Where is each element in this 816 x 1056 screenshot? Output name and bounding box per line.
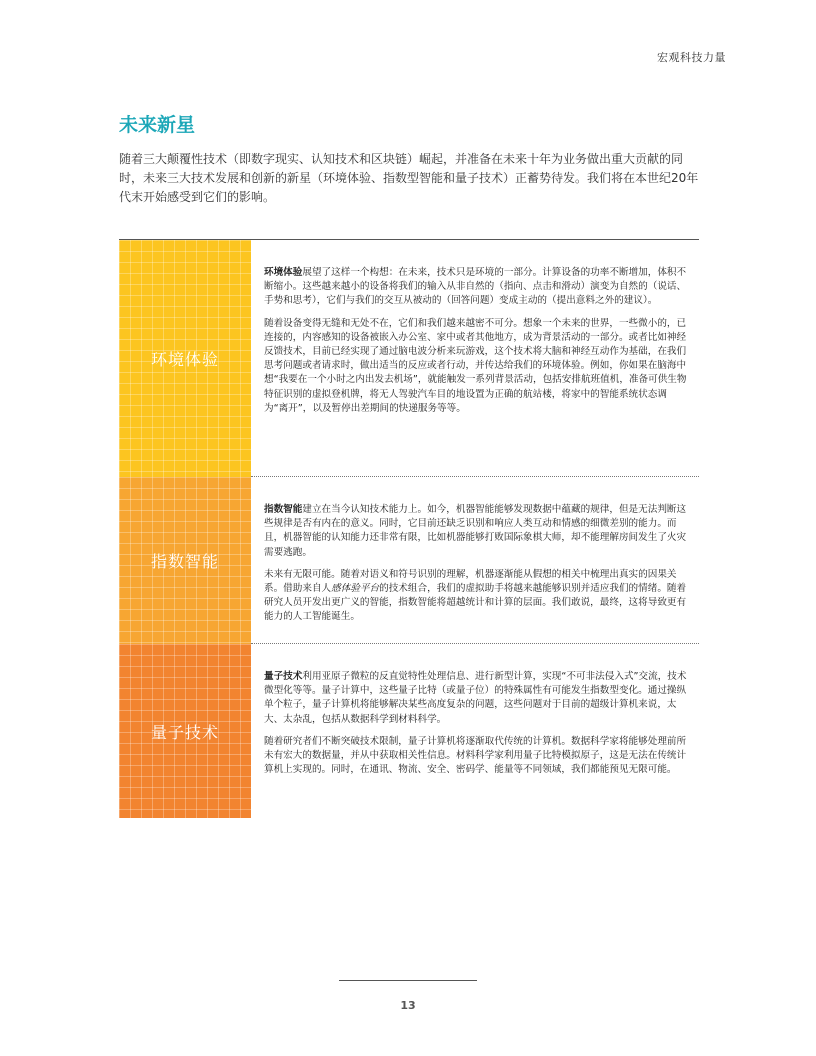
row-paragraph <box>264 503 691 560</box>
row-label-cell <box>119 477 251 644</box>
running-header: 宏观科技力量 <box>657 51 726 64</box>
paragraph-text: 随着设备变得无缝和无处不在，它们和我们越来越密不可分。想象一个未来的世界，一些微小的，已连接的，内容感知的设备被嵌入办公室、家中或者其他地方，成为背景活动的一部分。或者比如神经反馈技术，目前已经实现了通过脑电波分析来玩游戏，这个技术将大脑和神经互动作为基础，在我们思考问题或者请求时，做出适当的反应或者行动，并传达给我们的环境体验。例如，你如果在脑海中想“我要在一个小时之内出发去机场”，就能触发一系列背景活动，包括安排航班值机，准备可供生物特征识别的虚拟登机牌，将无人驾驶汽车目的地设置为正确的航站楼，将家中的智能系统状态调为“离开”，以及暂停出差期间的快递服务等等。 <box>264 317 687 414</box>
page-number: 13 <box>400 999 416 1012</box>
row-paragraph <box>264 735 691 778</box>
table-row-ambient-experience <box>119 240 699 477</box>
paragraph-text: 的技术组合，我们的虚拟助手将越来越能够识别并适应我们的情绪。随着研究人员开发出更广义的智能，指数智能将超越统计和计算的层面。我们敢说，最终，这将导致更有能力的人工智能诞生。 <box>264 583 687 623</box>
italic-term: 感体验平台 <box>331 583 380 595</box>
paragraph-text: 展望了这样一个构想：在未来，技术只是环境的一部分。计算设备的功率不断增加，体积不断缩小。这些越来越小的设备将我们的输入从非自然的（指向、点击和滑动）演变为自然的（说话、手势和思考），它们与我们的交互从被动的（回答问题）变成主动的（提出意料之外的建议）。 <box>264 267 687 307</box>
row-label-cell <box>119 240 251 477</box>
row-paragraph <box>264 266 691 309</box>
section-title: 未来新星 <box>119 114 196 136</box>
row-label: 环境体验 <box>150 350 219 369</box>
row-content <box>251 644 699 818</box>
footer-divider <box>339 980 477 981</box>
term-bold: 量子技术 <box>264 671 303 682</box>
row-paragraph <box>264 568 691 625</box>
term-bold: 指数智能 <box>264 504 303 515</box>
row-label: 量子技术 <box>150 722 219 742</box>
tech-table <box>119 239 699 818</box>
row-paragraph <box>264 317 691 416</box>
paragraph-text: 利用亚原子微粒的反直觉特性处理信息、进行新型计算，实现“不可非法侵入式”交流，技术微型化等等。量子计算中，这些量子比特（或量子位）的特殊属性有可能发生指数型变化。通过操纵单个粒子，量子计算机将能够解决某些高度复杂的问题，这些问题对于目前的超级计算机来说，太大、太杂乱，包括从数据科学到材料科学。 <box>264 671 687 725</box>
row-content <box>251 477 699 644</box>
row-label-cell <box>119 644 251 818</box>
paragraph-text: 建立在当今认知技术能力上。如今，机器智能能够发现数据中蕴藏的规律，但是无法判断这些规律是否有内在的意义。同时，它目前还缺乏识别和响应人类互动和情感的细微差别的能力。而且，机器智能的认知能力还非常有限，比如机器能够打败国际象棋大师，却不能理解房间发生了火灾需要逃跑。 <box>264 504 687 558</box>
table-row-exponential-intelligence <box>119 477 699 644</box>
intro-paragraph: 随着三大颠覆性技术（即数字现实、认知技术和区块链）崛起，并准备在未来十年为业务做出重大贡献的同时，未来三大技术发展和创新的新星（环境体验、指数型智能和量子技术）正蓄势待发。我们将在本世纪20年代末开始感受到它们的影响。 <box>119 152 699 204</box>
table-row-quantum-technology <box>119 644 699 818</box>
paragraph-text: 随着研究者们不断突破技术限制，量子计算机将逐渐取代传统的计算机。数据科学家将能够处理前所未有宏大的数据量，并从中获取相关性信息。材料科学家利用量子比特模拟原子，这是无法在传统计算机上实现的。同时，在通讯、物流、安全、密码学、能量等不同领域，我们都能预见无限可能。 <box>264 735 687 776</box>
row-content <box>251 240 699 477</box>
row-label: 指数智能 <box>150 552 219 571</box>
paragraph-text: 未来有无限可能。随着对语义和符号识别的理解，机器逐渐能从假想的相关中梳理出真实的因果关系。借助来自人 <box>264 568 677 595</box>
row-paragraph <box>264 670 691 727</box>
term-bold: 环境体验 <box>264 267 303 278</box>
